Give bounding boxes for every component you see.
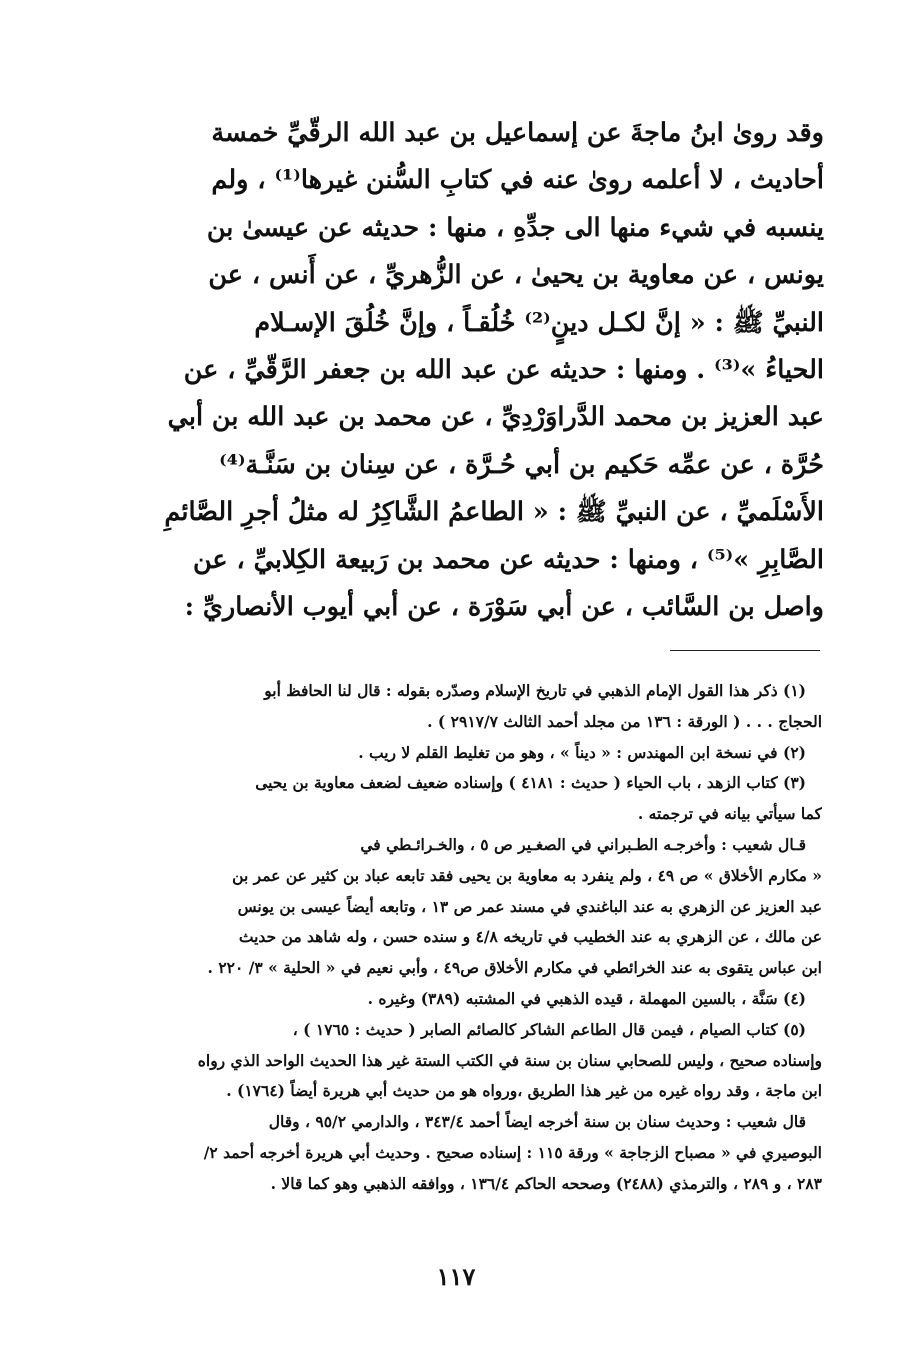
- footnote-line: وإسناده صحيح ، وليس للصحابي سنان بن سنة في الكتب الستة غير هذا الحديث الواحد الذي رواه: [197, 1050, 822, 1070]
- main-text-line: عبد العزيز بن محمد الدَّراوَرْدِيِّ ، عن محمد بن عبد الله بن أبي: [167, 402, 824, 433]
- footnote-line: « مكارم الأخلاق » ص ٤٩ ، ولم ينفرد به معاوية بن يحيى فقد تابعه عباد بن كثير عن عمر بن: [232, 865, 822, 885]
- footnote-line: الحجاج . . . ( الورقة : ١٣٦ من مجلد أحمد الثالث ٢٩١٧/٧ ) .: [427, 711, 822, 731]
- footnote-line: (٢) في نسخة ابن المهندس : « ديناً » ، وهو من تغليط القلم لا ريب .: [358, 742, 806, 762]
- footnote-line: ابن ماجة ، وقد رواه غيره من غير هذا الطريق ،ورواه هو من حديث أبي هريرة أيضاً (١٧٦٤) .: [226, 1081, 822, 1101]
- main-text-line: يونس ، عن معاوية بن يحيىٰ ، عن الزُّهريِّ ، عن أَنس ، عن: [208, 260, 824, 291]
- footnote-line: عن مالك ، عن الزهري به عند الخطيب في تاريخه ٤/٨ و سنده حسن ، وله شاهد من حديث: [238, 927, 822, 947]
- main-text-line: واصل بن السَّائب ، عن أبي سَوْرَة ، عن أبي أيوب الأنصاريِّ :: [184, 592, 824, 623]
- footnote-line: ٢٨٣ ، و ٢٨٩ ، والترمذي (٢٤٨٨) وصححه الحاكم ١٣٦/٤ ، ووافقه الذهبي وهو كما قالا .: [270, 1173, 822, 1193]
- main-text-line: الحياءُ »⁽³⁾ . ومنها : حديثه عن عبد الله بن جعفر الرَّقّيِّ ، عن: [183, 355, 824, 386]
- main-text-line: ينسبه في شيء منها الى جدِّهِ ، منها : حديثه عن عيسىٰ بن: [206, 212, 824, 243]
- footnote-line: (١) ذكر هذا القول الإمام الذهبي في تاريخ الإسلام وصدّره بقوله : قال لنا الحافظ أبو: [264, 681, 806, 700]
- main-text-line: الأَسْلَميِّ ، عن النبيِّ ﷺ : « الطاعمُ الشَّاكِرُ له مثلُ أجرِ الصَّائمِ: [164, 497, 824, 528]
- main-text-block: [128, 110, 824, 631]
- main-text-line: النبيِّ ﷺ : « إنَّ لكـل دينٍ⁽²⁾ خُلُقـاً ، وإنَّ خُلُقَ الإسـلام: [254, 307, 824, 338]
- main-text-line: الصَّابِرِ »⁽⁵⁾ ، ومنها : حديثه عن محمد بن رَبيعة الكِلابيِّ ، عن: [192, 544, 824, 575]
- footnote-line: البوصيري في « مصباح الزجاجة » ورقة ١١٥ : إسناده صحيح . وحديث أبي هريرة أخرجه أحمد ٢/: [203, 1142, 822, 1162]
- main-text-line: أحاديث ، لا أعلمه روىٰ عنه في كتابِ السُّنن غيرها⁽¹⁾ ، ولم: [211, 165, 824, 196]
- footnote-separator: [670, 650, 820, 651]
- footnote-line: كما سيأتي بيانه في ترجمته .: [637, 804, 822, 824]
- footnote-line: عبد العزيز عن الزهري به عند الباغندي في مسند عمر ص ١٣ ، وتابعه أيضاً عيسى بن يونس: [237, 896, 822, 916]
- footnote-line: قال شعيب : وحديث سنان بن سنة أخرجه ايضاً أحمد ٣٤٣/٤ ، والدارمي ٩٥/٢ ، وقال: [268, 1112, 806, 1132]
- footnotes-block: [122, 676, 822, 1200]
- main-text-line: وقد روىٰ ابنُ ماجةَ عن إسماعيل بن عبد الله الرقّيِّ خمسة: [211, 118, 824, 148]
- footnote-line: (٣) كتاب الزهد ، باب الحياء ( حديث : ٤١٨١ ) وإسناده ضعيف لضعف معاوية بن يحيى: [255, 773, 806, 793]
- page-number: ١١٧: [436, 1262, 476, 1291]
- footnote-line: (٤) سَنَّة ، بالسين المهملة ، قيده الذهبي في المشتبه (٣٨٩) وغيره .: [367, 988, 806, 1008]
- footnote-line: ابن عباس يتقوى به عند الخرائطي في مكارم الأخلاق ص٤٩ ، وأبي نعيم في « الحلية » ٣/ ٢٢٠ .: [207, 958, 822, 978]
- main-text-line: حُرَّة ، عن عمِّه حَكيم بن أبي حُـرَّة ، عن سِنان بن سَنَّـة⁽⁴⁾: [219, 449, 824, 480]
- footnote-line: (٥) كتاب الصيام ، فيمن قال الطاعم الشاكر كالصائم الصابر ( حديث : ١٧٦٥ ) ،: [292, 1019, 806, 1039]
- footnote-line: قـال شعيب : وأخرجـه الطـبراني في الصغـير ص ٥ ، والخـرائـطي في: [360, 834, 806, 854]
